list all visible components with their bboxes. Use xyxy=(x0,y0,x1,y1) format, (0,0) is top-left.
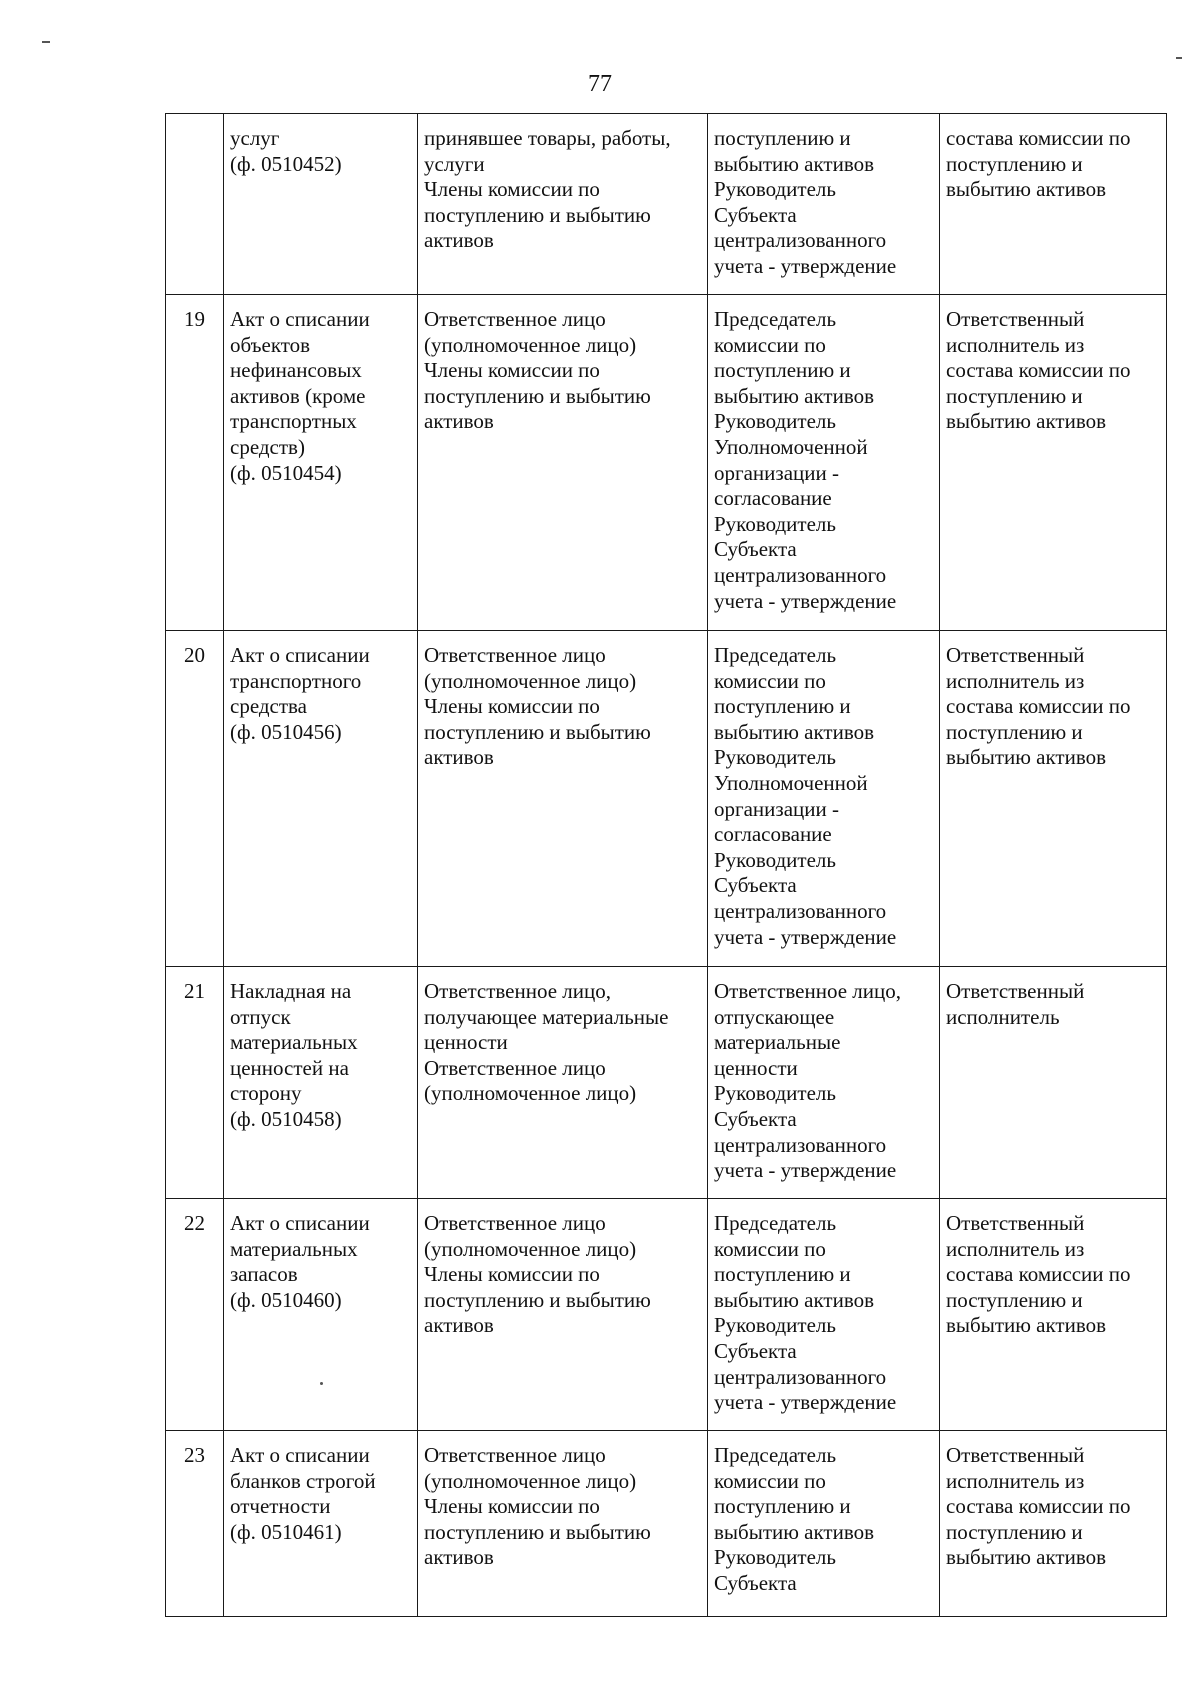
signs-cell: Ответственное лицо, отпускающее материальные ценности Руководитель Субъекта централизованного учета - утверждение xyxy=(708,967,940,1199)
document-name-cell: Акт о списании материальных запасов (ф. 0510460) xyxy=(224,1199,418,1431)
table-row xyxy=(166,967,1167,1199)
prepares-cell: Ответственное лицо (уполномоченное лицо) Члены комиссии по поступлению и выбытию активов xyxy=(418,295,708,631)
row-number-cell: 23 xyxy=(166,1431,224,1617)
scan-artifact-mark xyxy=(1176,57,1182,59)
responsible-cell: Ответственный исполнитель xyxy=(940,967,1167,1199)
row-number-cell: 21 xyxy=(166,967,224,1199)
row-number-cell: 19 xyxy=(166,295,224,631)
responsible-cell: Ответственный исполнитель из состава комиссии по поступлению и выбытию активов xyxy=(940,295,1167,631)
row-number-cell: 22 xyxy=(166,1199,224,1431)
table-row xyxy=(166,295,1167,631)
prepares-cell: Ответственное лицо (уполномоченное лицо) Члены комиссии по поступлению и выбытию активов xyxy=(418,631,708,967)
scan-artifact-mark xyxy=(42,41,50,43)
table-row xyxy=(166,1431,1167,1617)
row-number-cell: 20 xyxy=(166,631,224,967)
prepares-cell: Ответственное лицо (уполномоченное лицо) Члены комиссии по поступлению и выбытию активов xyxy=(418,1431,708,1617)
signs-cell: Председатель комиссии по поступлению и выбытию активов Руководитель Субъекта централизованного учета - утверждение xyxy=(708,1199,940,1431)
responsible-cell: Ответственный исполнитель из состава комиссии по поступлению и выбытию активов xyxy=(940,631,1167,967)
table-row xyxy=(166,114,1167,295)
prepares-cell: Ответственное лицо (уполномоченное лицо) Члены комиссии по поступлению и выбытию активов xyxy=(418,1199,708,1431)
table-row xyxy=(166,1199,1167,1431)
signs-cell: поступлению и выбытию активов Руководитель Субъекта централизованного учета - утверждение xyxy=(708,114,940,295)
row-number-cell xyxy=(166,114,224,295)
responsible-cell: Ответственный исполнитель из состава комиссии по поступлению и выбытию активов xyxy=(940,1199,1167,1431)
signs-cell: Председатель комиссии по поступлению и выбытию активов Руководитель Уполномоченной организации - согласование Руководитель Субъекта централизованного учета - утверждение xyxy=(708,295,940,631)
table-row xyxy=(166,631,1167,967)
responsible-cell: Ответственный исполнитель из состава комиссии по поступлению и выбытию активов xyxy=(940,1431,1167,1617)
document-name-cell: Акт о списании бланков строгой отчетности (ф. 0510461) xyxy=(224,1431,418,1617)
prepares-cell: принявшее товары, работы, услуги Члены комиссии по поступлению и выбытию активов xyxy=(418,114,708,295)
signs-cell: Председатель комиссии по поступлению и выбытию активов Руководитель Уполномоченной организации - согласование Руководитель Субъекта централизованного учета - утверждение xyxy=(708,631,940,967)
page-number: 77 xyxy=(588,71,612,97)
signs-cell: Председатель комиссии по поступлению и выбытию активов Руководитель Субъекта xyxy=(708,1431,940,1617)
document-table xyxy=(165,113,1167,1617)
document-name-cell: Акт о списании транспортного средства (ф. 0510456) xyxy=(224,631,418,967)
document-name-cell: Накладная на отпуск материальных ценностей на сторону (ф. 0510458) xyxy=(224,967,418,1199)
document-name-cell: Акт о списании объектов нефинансовых активов (кроме транспортных средств) (ф. 0510454) xyxy=(224,295,418,631)
prepares-cell: Ответственное лицо, получающее материальные ценности Ответственное лицо (уполномоченное лицо) xyxy=(418,967,708,1199)
responsible-cell: состава комиссии по поступлению и выбытию активов xyxy=(940,114,1167,295)
document-name-cell: услуг (ф. 0510452) xyxy=(224,114,418,295)
